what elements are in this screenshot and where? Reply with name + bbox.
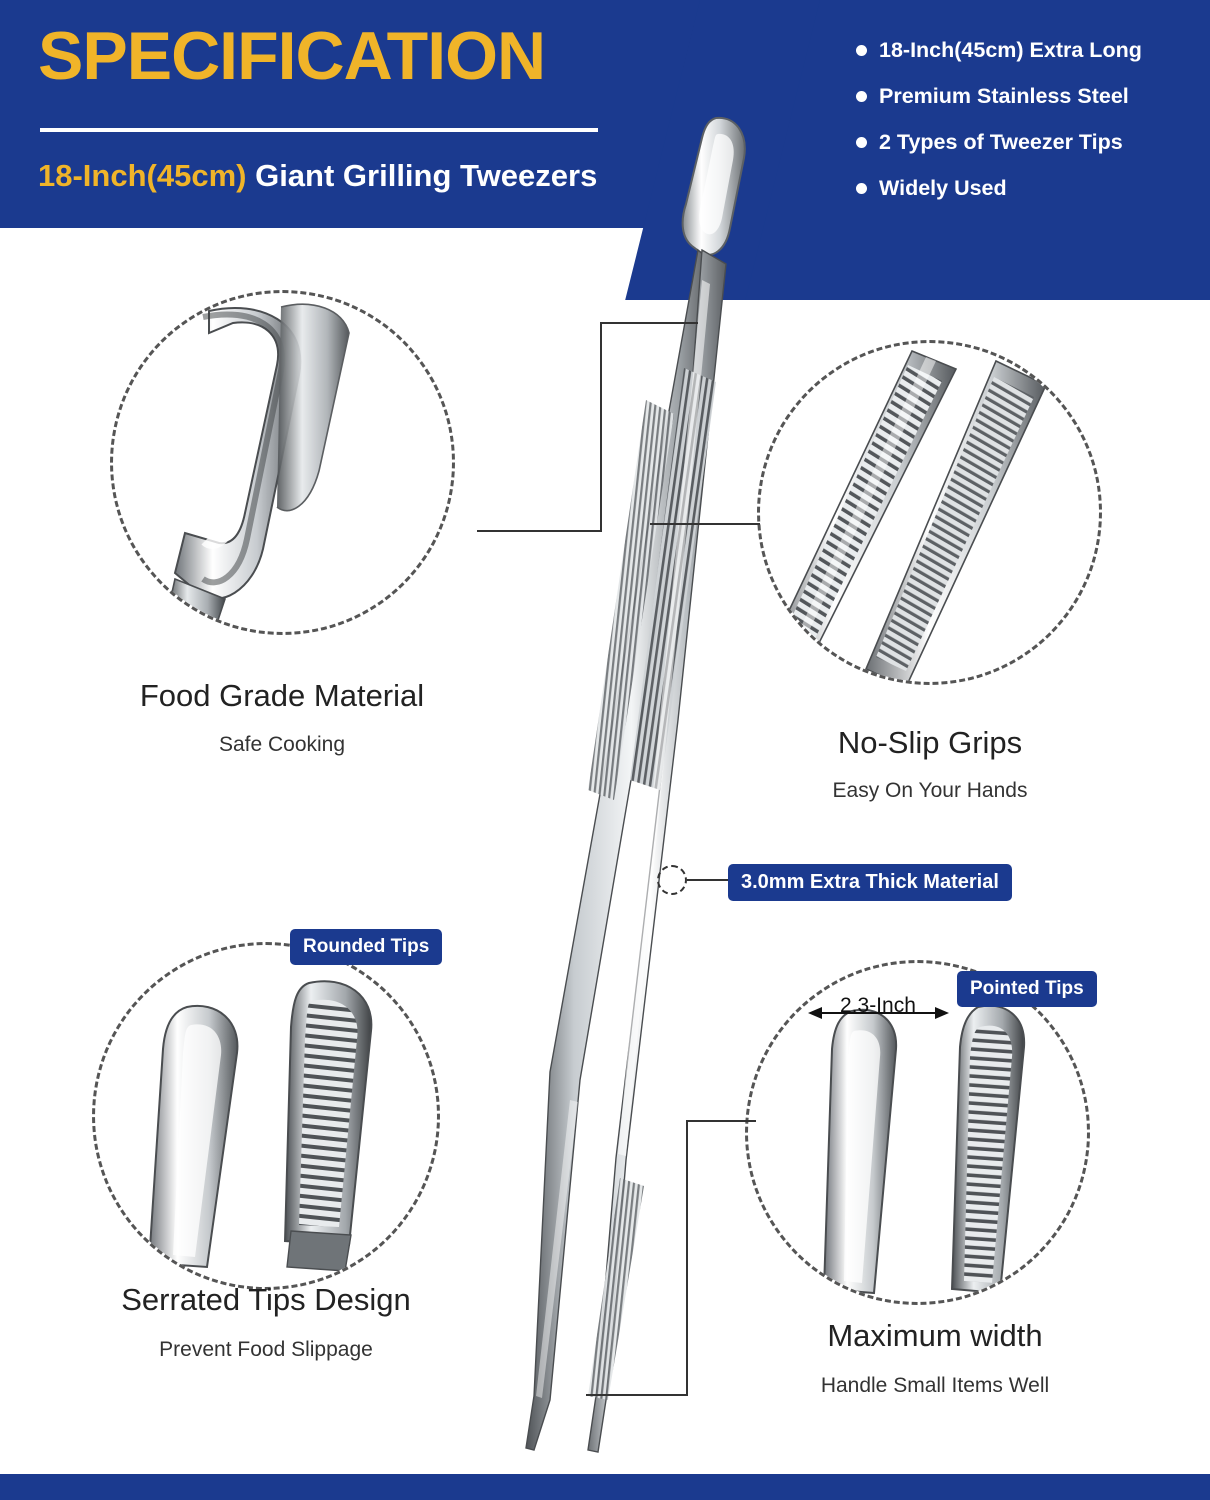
leader-line-food-grade-horizontal (477, 530, 602, 532)
serrated-zoom-art (95, 945, 440, 1290)
leader-line-max-width-bottom (586, 1394, 688, 1396)
bullet-label: 2 Types of Tweezer Tips (879, 130, 1123, 154)
thickness-marker-icon (657, 865, 687, 895)
bullet-dot-icon (856, 45, 867, 56)
bullet-dot-icon (856, 183, 867, 194)
callout-circle-no-slip (757, 340, 1102, 685)
callout-title-max-width: Maximum width (827, 1318, 1043, 1353)
callout-title-food-grade: Food Grade Material (139, 678, 425, 713)
label-max-width-value: 2.3-Inch (840, 994, 916, 1017)
leader-line-max-width-vertical (686, 1120, 688, 1396)
leader-line-thickness (687, 879, 729, 881)
bullet-label: Widely Used (879, 176, 1007, 200)
leader-line-food-grade-vertical (600, 322, 602, 532)
bullet-dot-icon (856, 137, 867, 148)
list-item (856, 38, 1206, 63)
bullet-label: Premium Stainless Steel (879, 84, 1129, 108)
list-item (856, 176, 1206, 201)
no-slip-zoom-art (760, 343, 1102, 685)
footer-bar (0, 1474, 1210, 1500)
list-item (856, 84, 1206, 109)
leader-line-no-slip (650, 523, 760, 525)
callout-subtitle-food-grade: Safe Cooking (218, 733, 346, 756)
bullet-dot-icon (856, 91, 867, 102)
label-pointed-tips: Pointed Tips (957, 971, 1097, 1007)
callout-subtitle-serrated: Prevent Food Slippage (159, 1338, 373, 1361)
subtitle-highlight: 18-Inch(45cm) (38, 158, 247, 193)
bullet-label: 18-Inch(45cm) Extra Long (879, 38, 1142, 62)
callout-title-no-slip: No-Slip Grips (837, 725, 1023, 760)
max-width-measure-arrow (806, 1000, 951, 1026)
callout-circle-serrated (92, 942, 440, 1290)
label-rounded-tips: Rounded Tips (290, 929, 442, 965)
feature-bullet-list (856, 38, 1206, 222)
callout-subtitle-no-slip: Easy On Your Hands (832, 779, 1028, 802)
subtitle-rest: Giant Grilling Tweezers (246, 158, 598, 193)
callout-circle-food-grade (110, 290, 455, 635)
page-title: SPECIFICATION (38, 18, 546, 94)
leader-line-max-width-top (686, 1120, 756, 1122)
callout-title-serrated: Serrated Tips Design (121, 1282, 411, 1317)
list-item (856, 130, 1206, 155)
leader-line-food-grade-top (600, 322, 698, 324)
label-thickness: 3.0mm Extra Thick Material (728, 864, 1012, 901)
food-grade-zoom-art (113, 293, 455, 635)
callout-subtitle-max-width: Handle Small Items Well (820, 1374, 1050, 1397)
